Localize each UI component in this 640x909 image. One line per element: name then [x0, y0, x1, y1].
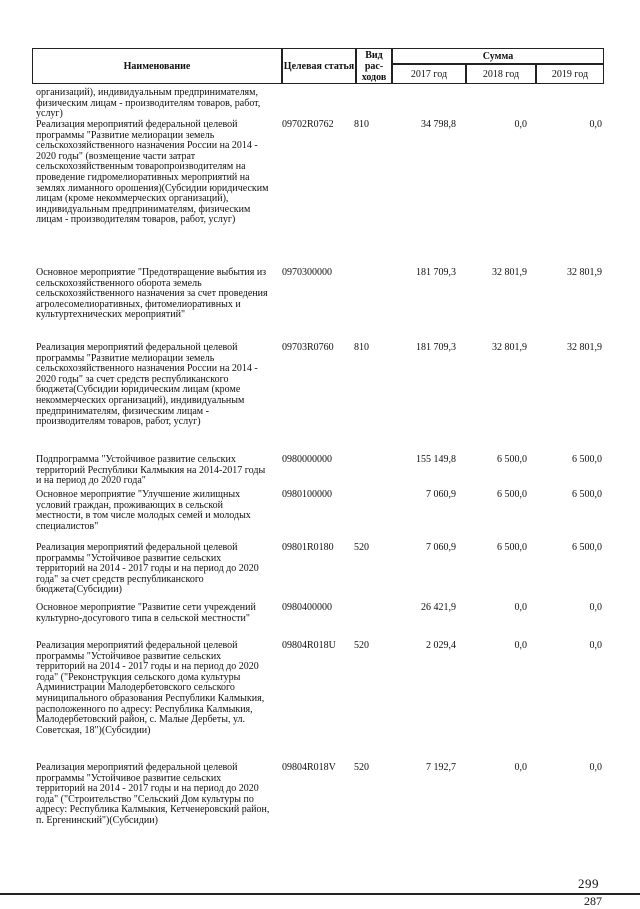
page-divider: [0, 893, 640, 895]
table-row: [32, 120, 604, 268]
row-2017: 7 192,7: [426, 762, 456, 773]
row-vid: 520: [354, 762, 369, 773]
row-name: Реализация мероприятий федеральной целевой программы "Устойчивое развитие сельских территорий на 2014 - 2017 годы и на период до 2020 года" за счет средств республиканского бюджета(Субсидии): [36, 542, 259, 596]
row-2017: 7 060,9: [426, 542, 456, 553]
row-2019: 32 801,9: [567, 342, 602, 353]
row-2019: 0,0: [589, 762, 602, 773]
row-2019: 6 500,0: [572, 542, 602, 553]
header-target: Целевая статья: [282, 48, 356, 84]
row-name: Основное мероприятие "Улучшение жилищных условий граждан, проживающих в сельской местности, в том числе молодых семей и молодых специалистов": [36, 489, 251, 532]
row-2017: 7 060,9: [426, 489, 456, 500]
row-2017: 181 709,3: [416, 267, 456, 278]
row-vid: 520: [354, 542, 369, 553]
row-name: Основное мероприятие "Развитие сети учреждений культурно-досугового типа в сельской местности": [36, 602, 256, 624]
row-name: Реализация мероприятий федеральной целевой программы "Развитие мелиорации земель сельскохозяйственного назначения России на 2014 - 2020 годы" (возмещение части затрат сельскохозяйственным товаропроизводителям на проведение гидромелиоративных мероприятий на землях лиманного орошения)(Субсидии юридическим лицам (кроме некоммерческих организаций), индивидуальным предпринимателям, физическим лицам - производителям товаров, работ, услуг): [36, 119, 269, 226]
row-2019: 32 801,9: [567, 267, 602, 278]
table-row: [32, 268, 604, 343]
row-2018: 6 500,0: [497, 454, 527, 465]
row-vid: 520: [354, 640, 369, 651]
row-name: Основное мероприятие "Предотвращение выбытия из сельскохозяйственного оборота земель сельскохозяйственного назначения за счет проведения агролесомелиоративных, фитомелиоративных и культуртехнических мероприятий": [36, 267, 268, 321]
row-code: 09804R018V: [282, 762, 336, 773]
row-2018: 0,0: [514, 602, 527, 613]
table-row: [32, 88, 604, 120]
row-2018: 32 801,9: [492, 342, 527, 353]
row-code: 09801R0180: [282, 542, 334, 553]
row-2018: 6 500,0: [497, 489, 527, 500]
row-2017: 26 421,9: [421, 602, 456, 613]
table-row: [32, 343, 604, 455]
row-2017: 34 798,8: [421, 119, 456, 130]
row-2018: 0,0: [514, 640, 527, 651]
row-2017: 155 149,8: [416, 454, 456, 465]
row-2019: 0,0: [589, 602, 602, 613]
row-name: Реализация мероприятий федеральной целевой программы "Устойчивое развитие сельских территорий на 2014 - 2017 годы и на период до 2020 года" ("Строительство "Сельский Дом культуры по адресу: Республика Калмыкия, Кетченеровский район, п. Ергенинский")(Субсидии): [36, 762, 270, 826]
table-row: [32, 543, 604, 603]
row-2019: 0,0: [589, 119, 602, 130]
row-name: Реализация мероприятий федеральной целевой программы "Развитие мелиорации земель сельскохозяйственного назначения России на 2014 - 2020 годы" за счет средств республиканского бюджета(Субсидии юридическим лицам (кроме некоммерческих организаций), индивидуальным предпринимателям, физическим лицам - производителям товаров, работ, услуг): [36, 342, 258, 428]
row-name: организаций), индивидуальным предпринимателям, физическим лицам - производителям товаров, работ, услуг): [36, 87, 261, 120]
header-vid: Вид рас-ходов: [356, 48, 392, 84]
table-row: [32, 490, 604, 543]
row-code: 0980400000: [282, 602, 332, 613]
row-2019: 6 500,0: [572, 489, 602, 500]
row-code: 09804R018U: [282, 640, 336, 651]
row-name: Реализация мероприятий федеральной целевой программы "Устойчивое развитие сельских территорий на 2014 - 2017 годы и на период до 2020 года" ("Реконструкция сельского дома культуры Администрации Малодербетовского сельского муниципального образования Республики Калмыкия, расположенного по адресу: Республика Калмыкия, Малодербетовский район, с. Малые Дербеты, ул. Советская, 18")(Субсидии): [36, 640, 265, 736]
row-2017: 181 709,3: [416, 342, 456, 353]
header-2018: 2018 год: [466, 64, 536, 84]
row-2018: 32 801,9: [492, 267, 527, 278]
header-2017: 2017 год: [392, 64, 466, 84]
row-2019: 0,0: [589, 640, 602, 651]
row-2018: 0,0: [514, 762, 527, 773]
table-row: [32, 603, 604, 641]
header-name: Наименование: [32, 48, 282, 84]
row-2018: 6 500,0: [497, 542, 527, 553]
row-2018: 0,0: [514, 119, 527, 130]
table-header: [32, 48, 604, 84]
page-number-top: 299: [578, 876, 599, 891]
row-2017: 2 029,4: [426, 640, 456, 651]
row-code: 0980000000: [282, 454, 332, 465]
table-row: [32, 455, 604, 490]
header-2019: 2019 год: [536, 64, 604, 84]
header-sum: Сумма: [392, 48, 604, 64]
table-row: [32, 641, 604, 763]
row-name: Подпрограмма "Устойчивое развитие сельских территорий Республики Калмыкия на 2014-2017 годы и на период до 2020 года": [36, 454, 266, 487]
row-code: 0980100000: [282, 489, 332, 500]
page-number-bottom: 287: [584, 894, 602, 908]
row-vid: 810: [354, 342, 369, 353]
row-code: 09703R0760: [282, 342, 334, 353]
table-row: [32, 763, 604, 849]
row-code: 0970300000: [282, 267, 332, 278]
row-vid: 810: [354, 119, 369, 130]
table-body: [32, 88, 604, 849]
row-code: 09702R0762: [282, 119, 334, 130]
row-2019: 6 500,0: [572, 454, 602, 465]
